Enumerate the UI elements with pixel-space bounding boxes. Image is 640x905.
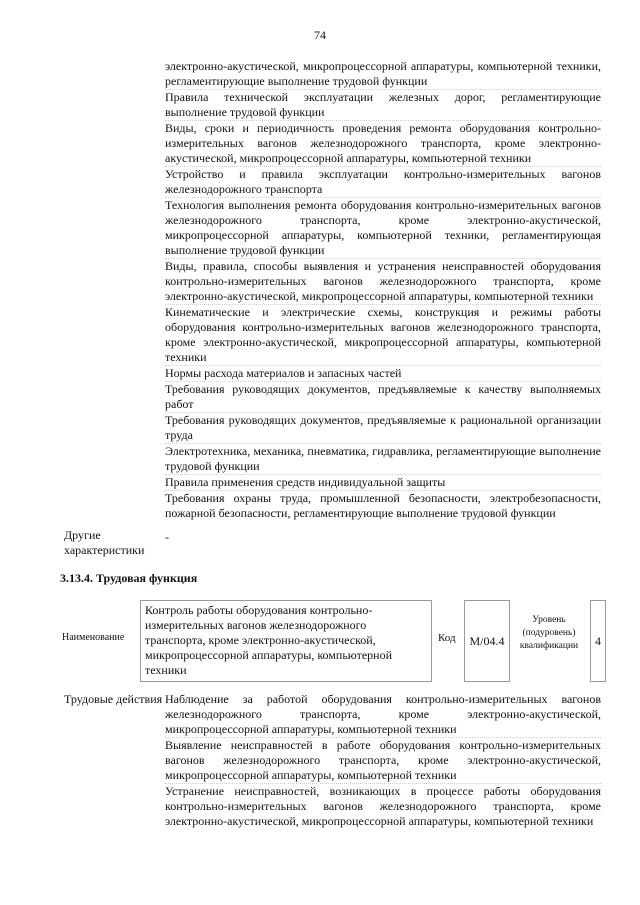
requirement-item: Кинематические и электрические схемы, конструкция и режимы работы оборудования контрольно-измерительных вагонов железнодорожного транспорта, кроме электронно-акустической, микропроцессорной аппаратуры, компьютерной техники [165, 305, 601, 364]
code-box [464, 600, 510, 682]
requirement-item: Требования охраны труда, промышленной безопасности, электробезопасности, пожарной безопасности, регламентирующие выполнение трудовой функции [165, 491, 601, 520]
requirements-list [165, 59, 601, 521]
qualification-level-label: Уровень (подуровень) квалификации [519, 615, 579, 651]
labor-action-item: Выявление неисправностей в работе оборудования контрольно-измерительных вагонов железнодорожного транспорта, кроме электронно-акустической, микропроцессорной аппаратуры, компьютерной техники [165, 738, 601, 782]
labor-actions-list [165, 692, 601, 829]
other-characteristics-value: - [165, 530, 169, 544]
name-label: Наименование [62, 632, 125, 643]
code-label: Код [438, 632, 456, 644]
requirement-item: Правила применения средств индивидуальной защиты [165, 475, 601, 491]
labor-action-item: Устранение неисправностей, возникающих в процессе работы оборудования контрольно-измерительных вагонов железнодорожного транспорта, кроме электронно-акустической, микропроцессорной аппаратуры, компьютерной техники [165, 784, 601, 828]
page-number: 74 [314, 28, 326, 42]
qualification-level-value: 4 [595, 633, 601, 648]
requirement-item: Технология выполнения ремонта оборудования контрольно-измерительных вагонов железнодорожного транспорта, кроме электронно-акустической, микропроцессорной аппаратуры, компьютерной техники, регламентирующая выполнение трудовой функции [165, 198, 601, 257]
requirement-item: Требования руководящих документов, предъявляемые к качеству выполняемых работ [165, 382, 601, 411]
section-heading: 3.13.4. Трудовая функция [60, 571, 198, 585]
other-characteristics-label: Другие характеристики [64, 528, 145, 557]
code-value: M/04.4 [469, 633, 505, 648]
requirement-item: Требования руководящих документов, предъявляемые к рациональной организации труда [165, 413, 601, 442]
function-name-value: Контроль работы оборудования контрольно-измерительных вагонов железнодорожного транспорта, кроме электронно-акустической, микропроцессорной аппаратуры, компьютерной техники [145, 603, 393, 677]
requirement-item: Виды, правила, способы выявления и устранения неисправностей оборудования контрольно-измерительных вагонов железнодорожного транспорта, кроме электронно-акустической, микропроцессорной аппаратуры, компьютерной техники [165, 259, 601, 303]
requirement-item: Электротехника, механика, пневматика, гидравлика, регламентирующие выполнение трудовой функции [165, 444, 601, 473]
labor-actions-label: Трудовые действия [64, 692, 163, 706]
labor-action-item: Наблюдение за работой оборудования контрольно-измерительных вагонов железнодорожного транспорта, кроме электронно-акустической, микропроцессорной аппаратуры, компьютерной техники [165, 692, 601, 736]
requirement-item: Правила технической эксплуатации железных дорог, регламентирующие выполнение трудовой функции [165, 90, 601, 119]
qualification-level-box [590, 600, 606, 682]
requirement-item: Виды, сроки и периодичность проведения ремонта оборудования контрольно-измерительных вагонов железнодорожного транспорта, кроме электронно-акустической, микропроцессорной аппаратуры, компьютерной техники [165, 121, 601, 165]
requirement-item: электронно-акустической, микропроцессорной аппаратуры, компьютерной техники, регламентирующие выполнение трудовой функции [165, 59, 601, 88]
requirement-item: Нормы расхода материалов и запасных частей [165, 366, 601, 382]
function-name-box [140, 600, 432, 682]
requirement-item: Устройство и правила эксплуатации контрольно-измерительных вагонов железнодорожного транспорта [165, 167, 601, 196]
